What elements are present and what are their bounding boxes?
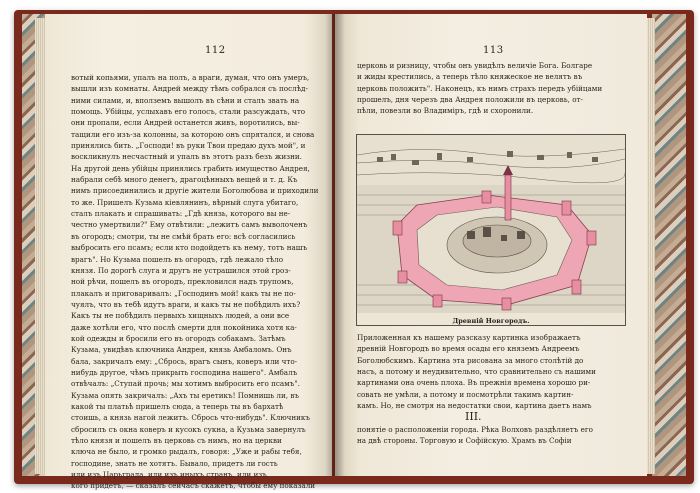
text-line: церковь положить". Наконецъ, къ нимъ страхъ передъ убійцами bbox=[357, 83, 603, 93]
text-line: князя. По дорогѣ слуга и другъ не устрашился этой гроз- bbox=[71, 265, 291, 275]
text-line: воскликнулъ несчастный и упалъ въ этотъ разъ безъ жизни. bbox=[71, 152, 302, 162]
right-page-bottom-text-b bbox=[357, 424, 627, 447]
text-line: древній Новгородъ во время осады его княземъ Андреемъ bbox=[357, 344, 580, 354]
text-line: или изъ Царьграда, или изъ иныхъ странъ, или изъ bbox=[71, 470, 267, 480]
text-line: тѣло князя и пошелъ въ церковь съ нимъ, но на церкви bbox=[71, 436, 282, 445]
text-line: вотый копьями, упалъ на полъ, а враги, думая, что онъ умеръ, bbox=[71, 73, 310, 82]
text-line: они пропали, если Андрей останется живъ, воротились, вы- bbox=[71, 118, 300, 128]
book-gutter bbox=[325, 14, 345, 476]
text-line: стоишь, а князь нагой лежитъ. Сбрось что-нибудь". Ключникъ bbox=[71, 413, 310, 423]
text-line: сталъ плакать и спрашивать: „Гдѣ князь, которого вы не- bbox=[71, 209, 291, 219]
text-line: кого придетъ, — сказалъ сейчасъ скажетъ, чтобы ему показали bbox=[71, 481, 316, 491]
text-line: помощь. Убійцы, услыхавъ его голосъ, стали разсуждать, что bbox=[71, 107, 306, 117]
text-line: картинами она очень плоха. Въ прежнія времена хорошо ри- bbox=[357, 378, 591, 388]
text-line: отвѣчалъ: „Ступай прочь; мы хотимъ выбросить его псамъ". bbox=[71, 379, 300, 389]
right-page-top-text bbox=[357, 60, 627, 117]
text-line: ключа не было, и громко рыдалъ, говоря: „Уже и рабы тебя, bbox=[71, 447, 302, 457]
left-page bbox=[45, 14, 332, 491]
marbled-endpaper-right bbox=[652, 14, 686, 476]
engraving-illustration bbox=[356, 134, 626, 326]
text-line: принялись бить. „Господи! въ руки Твои предаю духъ мой", и bbox=[71, 141, 306, 151]
text-line: даже хотѣли его, что послѣ смерти для покойника хотя ка- bbox=[71, 322, 297, 332]
text-line: господине, знать не хотятъ. Бывало, придетъ ли гость bbox=[71, 458, 278, 468]
page-number: 113 bbox=[483, 45, 504, 56]
page-number: 112 bbox=[205, 45, 226, 56]
text-line: ной рѣчи, пошелъ въ огородъ, прекловился надъ трупомъ, bbox=[71, 277, 294, 287]
text-line: пѣли, повезли во Владиміръ, гдѣ и схоронили. bbox=[357, 106, 534, 116]
text-line: Какъ ты не побѣдилъ первыхъ хищныхъ людей, а они все bbox=[71, 311, 290, 321]
text-line: Кузьма, увидѣвъ ключника Андрея, князь Амбаломъ. Онъ bbox=[71, 345, 292, 355]
fortress-engraving bbox=[357, 135, 625, 313]
text-line: камъ. Но, не смотря на недостатки свои, картина даетъ намъ bbox=[357, 401, 592, 411]
left-page-text bbox=[71, 72, 321, 492]
text-line: какой ты платьѣ пришелъ сюда, а теперь ты въ бархатѣ bbox=[71, 401, 284, 411]
text-line: чуялъ, что въ тебѣ идутъ враги, и какъ ты не побѣдилъ ихъ? bbox=[71, 299, 301, 309]
text-line: церковь и ризницу, чтобы онъ увидѣлъ величіе Бога. Болгаре bbox=[357, 61, 593, 70]
text-line: набрали себѣ много денегъ, драгоцѣнныхъ вещей и т. д. Къ bbox=[71, 175, 298, 185]
text-line: нимъ присоединились и другіе жители Боголюбова и приходили bbox=[71, 186, 319, 196]
text-line: тащили его изъ-за колонны, за которою онъ спрятался, и снова bbox=[71, 129, 315, 139]
text-line: понятіе о расположеніи города. Рѣка Волховъ раздѣляетъ его bbox=[357, 425, 593, 434]
text-line: плакалъ и приговаривалъ: „Господинъ мой! какъ ты не по- bbox=[71, 288, 296, 298]
text-line: ними силами, и, вполземъ вышолъ въ сѣни и сталъ звать на bbox=[71, 95, 300, 105]
figure-caption: Древній Новгородъ. bbox=[452, 317, 530, 325]
text-line: Приложенная къ нашему разсказу картинка изображаетъ bbox=[357, 333, 581, 342]
text-line: честно умертвили?" Ему отвѣтили: „лежитъ самъ выволоченъ bbox=[71, 220, 308, 230]
text-line: вышли изъ комнаты. Андрей между тѣмъ собрался съ послѣд- bbox=[71, 84, 308, 94]
text-line: кой одежды и бросили его въ огородъ собакамъ. Затѣмъ bbox=[71, 333, 286, 343]
text-line: на двѣ стороны. Торговую и Софійскую. Храмъ въ Софіи bbox=[357, 436, 572, 446]
right-page bbox=[335, 14, 647, 476]
section-number: III. bbox=[465, 410, 482, 423]
text-line: насъ, а потому и неудивительно, что сравнительно съ нашими bbox=[357, 367, 596, 377]
text-line: сбросилъ съ окна коверъ и кусокъ сукна, а Кузьма завернулъ bbox=[71, 424, 306, 434]
text-line: Боголюбскимъ. Картина эта рисована за много столѣтій до bbox=[357, 355, 584, 365]
page-edges-left bbox=[35, 18, 45, 474]
text-line: Кузьма опять закричалъ: „Ахъ ты еретикъ! Помнишь ли, въ bbox=[71, 390, 299, 400]
text-line: выбросить его псамъ; если кто подойдетъ къ нему, тотъ нашъ bbox=[71, 243, 308, 253]
right-page-bottom-text-a bbox=[357, 332, 627, 411]
text-line: бала, закричалъ ему: „Сбрось, врагъ сынъ, коверъ или что- bbox=[71, 356, 298, 366]
text-line: врагъ". Но Кузьма пошелъ въ огородъ, гдѣ лежало тѣло bbox=[71, 254, 284, 264]
text-line: прошелъ, дня черезъ два Андрея положили въ церковь, от- bbox=[357, 95, 583, 105]
text-line: На другой день убійцы принялись грабить имущество Андрея, bbox=[71, 163, 310, 173]
text-line: и жиды крестились, а теперь тѣло княжеское не велятъ въ bbox=[357, 72, 583, 82]
text-line: нибудь другое, чѣмъ прикрыть господина нашего". Амбалъ bbox=[71, 367, 298, 377]
text-line: то же. Пришелъ Кузьма кіевлянинъ, вѣрный слуга убитаго, bbox=[71, 197, 299, 207]
text-line: совать не умѣли, а потому и посмотрѣли такимъ картин- bbox=[357, 389, 574, 399]
text-line: въ огородъ; смотри, ты не смѣй брать его: всѣ согласились bbox=[71, 231, 296, 241]
